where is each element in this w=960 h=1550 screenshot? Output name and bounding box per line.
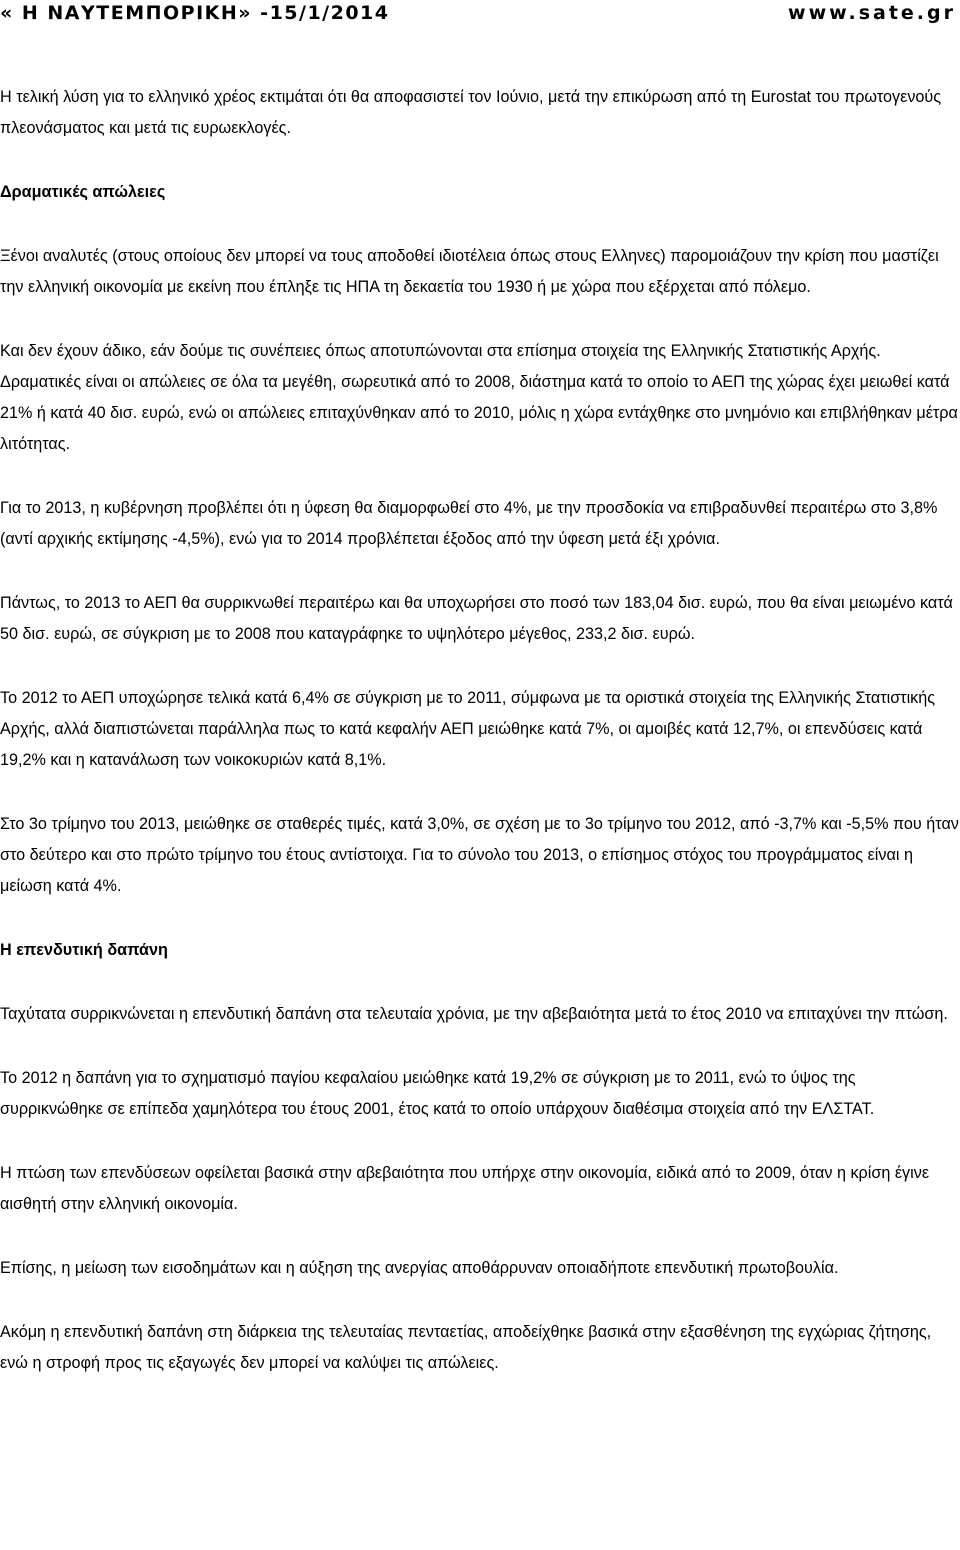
paragraph-investment-shrinking: Ταχύτατα συρρικνώνεται η επενδυτική δαπάνη στα τελευταία χρόνια, με την αβεβαιότητα μετά το έτος 2010 να επιταχύνει την πτώση. <box>0 1005 948 1023</box>
paragraph-foreign-analysts: Ξένοι αναλυτές (στους οποίους δεν μπορεί να τους αποδοθεί ιδιοτέλεια όπως στους Ελληνες) παρομοιάζουν την κρίση που μαστίζει την ελληνική οικονομία με εκείνη που έπληξε τις ΗΠΑ τη δεκαετία του 1930 ή με χώρα που εξέρχεται από πόλεμο. <box>0 247 939 296</box>
paragraph-income-unemployment: Επίσης, η μείωση των εισοδημάτων και η αύξηση της ανεργίας αποθάρρυναν οποιαδήποτε επενδυτική πρωτοβουλία. <box>0 1259 839 1277</box>
paragraph-2013-forecast: Για το 2013, η κυβέρνηση προβλέπει ότι η ύφεση θα διαμορφωθεί στο 4%, με την προσδοκία να επιβραδυνθεί περαιτέρω στο 3,8% (αντί αρχικής εκτίμησης -4,5%), ενώ για το 2014 προβλέπεται έξοδος από την ύφεση μετά έξι χρόνια. <box>0 499 938 548</box>
page-header <box>0 0 960 30</box>
publication-source: « Η ΝΑΥΤΕΜΠΟΡΙΚΗ» -15/1/2014 <box>0 2 390 24</box>
paragraph-gdp-2012: Το 2012 το ΑΕΠ υποχώρησε τελικά κατά 6,4% σε σύγκριση με το 2011, σύμφωνα με τα οριστικά στοιχεία της Ελληνικής Στατιστικής Αρχής, αλλά διαπιστώνεται παράλληλα πως το κατά κεφαλήν ΑΕΠ μειώθηκε κατά 7%, οι αμοιβές κατά 12,7%, οι επενδύσεις κατά 19,2% και η κατανάλωση των νοικοκυριών κατά 8,1%. <box>0 689 936 769</box>
paragraph-gdp-2013: Πάντως, το 2013 το ΑΕΠ θα συρρικνωθεί περαιτέρω και θα υποχωρήσει στο ποσό των 183,04 δισ. ευρώ, που θα είναι μειωμένο κατά 50 δισ. ευρώ, σε σύγκριση με το 2008 που καταγράφηκε το υψηλότερο μέγεθος, 233,2 δισ. ευρώ. <box>0 594 953 643</box>
paragraph-investment-uncertainty: Η πτώση των επενδύσεων οφείλεται βασικά στην αβεβαιότητα που υπήρχε στην οικονομία, ειδικά από το 2009, όταν η κρίση έγινε αισθητή στην ελληνική οικονομία. <box>0 1164 930 1213</box>
section-heading-dramatic-losses: Δραματικές απώλειες <box>0 183 166 201</box>
paragraph-q3-2013: Στο 3ο τρίμηνο του 2013, μειώθηκε σε σταθερές τιμές, κατά 3,0%, σε σχέση με το 3ο τρίμηνο του 2012, από -3,7% και -5,5% που ήταν στο δεύτερο και στο πρώτο τρίμηνο του έτους αντίστοιχα. Για το σύνολο του 2013, ο επίσημος στόχος του προγράμματος είναι η μείωση κατά 4%. <box>0 815 959 895</box>
paragraph-debt-solution: Η τελική λύση για το ελληνικό χρέος εκτιμάται ότι θα αποφασιστεί τον Ιούνιο, μετά την επικύρωση από τη Eurostat του πρωτογενούς πλεονάσματος και μετά τις ευρωεκλογές. <box>0 88 942 137</box>
article-body <box>0 82 960 1412</box>
website-url: www.sate.gr <box>788 2 956 24</box>
paragraph-fixed-capital-2012: Το 2012 η δαπάνη για το σχηματισμό παγίου κεφαλαίου μειώθηκε κατά 19,2% σε σύγκριση με το 2011, ενώ το ύψος της συρρικνώθηκε σε επίπεδα χαμηλότερα του έτους 2001, έτος κατά το οποίο υπάρχουν διαθέσιμα στοιχεία από την ΕΛΣΤΑΤ. <box>0 1069 875 1118</box>
section-heading-investment-spending: Η επενδυτική δαπάνη <box>0 941 168 959</box>
paragraph-official-data: Και δεν έχουν άδικο, εάν δούμε τις συνέπειες όπως αποτυπώνονται στα επίσημα στοιχεία της Ελληνικής Στατιστικής Αρχής. Δραματικές είναι οι απώλειες σε όλα τα μεγέθη, σωρευτικά από το 2008, διάστημα κατά το οποίο το ΑΕΠ της χώρας έχει μειωθεί κατά 21% ή κατά 40 δισ. ευρώ, ενώ οι απώλειες επιταχύνθηκαν από το 2010, μόλις η χώρα εντάχθηκε στο μνημόνιο και επιβλήθηκαν μέτρα λιτότητας. <box>0 342 958 453</box>
paragraph-domestic-demand: Ακόμη η επενδυτική δαπάνη στη διάρκεια της τελευταίας πενταετίας, αποδείχθηκε βασικά στην εξασθένηση της εγχώριας ζήτησης, ενώ η στροφή προς τις εξαγωγές δεν μπορεί να καλύψει τις απώλειες. <box>0 1323 932 1372</box>
